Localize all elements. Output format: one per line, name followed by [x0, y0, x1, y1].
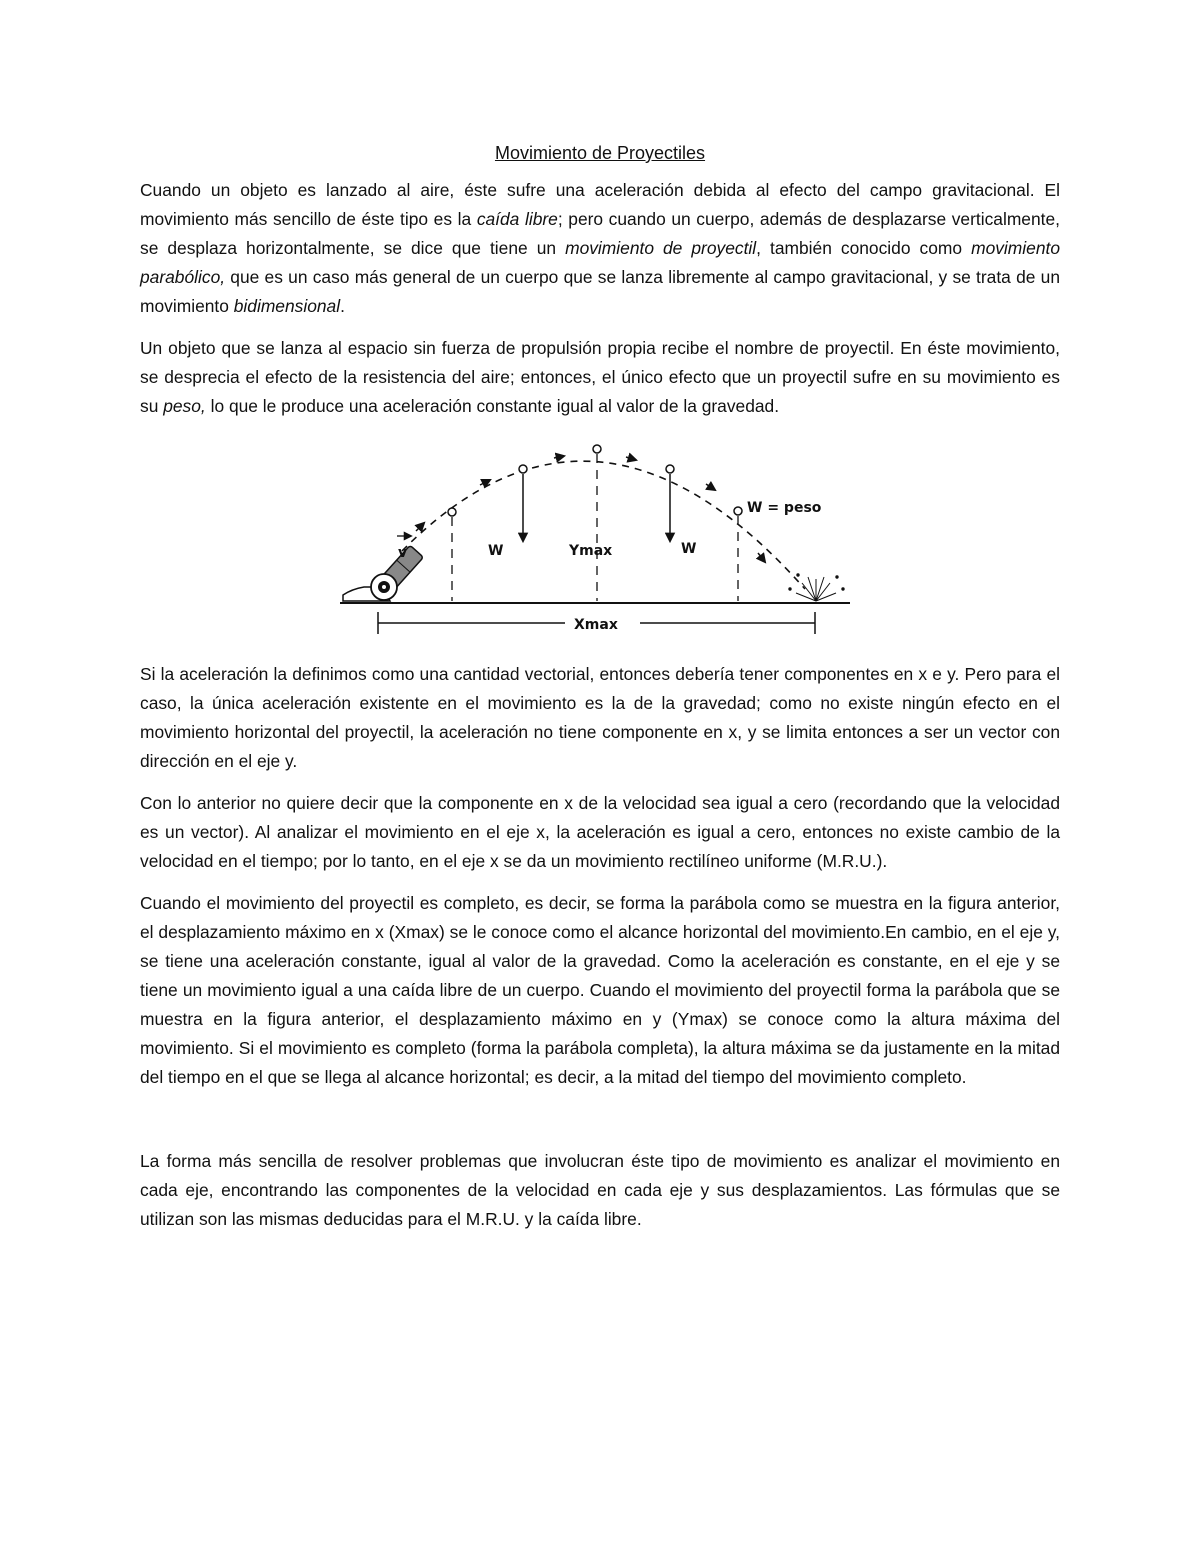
text-span: .	[340, 296, 345, 316]
trajectory-arrow-icon	[706, 484, 715, 490]
projectile-dot	[519, 465, 527, 473]
trajectory-arrow-icon	[626, 457, 636, 460]
page-title: Movimiento de Proyectiles	[494, 143, 706, 163]
text-span: ; pero cuando un cuerpo, además de desplazarse verticalmente, se desplaza horizontalmente, se dice que tiene un	[140, 209, 1060, 258]
projectile-diagram-svg	[140, 429, 1060, 654]
trajectory-arrow-icon	[416, 523, 424, 531]
trajectory-arrow-icon	[758, 553, 765, 562]
paragraph-resolver-problemas: La forma más sencilla de resolver problemas que involucran éste tipo de movimiento es analizar el movimiento en cada eje, encontrando las componentes de la velocidad en cada eje y sus desplazamientos. Las fórmulas que se utilizan son las mismas deducidas para el M.R.U. y la caída libre.	[140, 1151, 1060, 1229]
xmax-label: Xmax	[574, 617, 618, 633]
impact-burst-icon	[789, 574, 844, 601]
emphasis-peso: peso,	[163, 396, 206, 416]
velocity-label: v	[398, 545, 408, 561]
ymax-label: Ymax	[569, 543, 613, 559]
weight-label-right: W	[681, 541, 697, 557]
weight-label-left: W	[488, 543, 504, 559]
trajectory-arrow-icon	[554, 456, 564, 458]
emphasis-movimiento-parabolico: movimiento parabólico,	[140, 238, 1060, 287]
text-span: que es un caso más general de un cuerpo que se lanza libremente al campo gravitacional, y se trata de un movimiento	[140, 267, 1060, 316]
paragraph-aceleracion-vectorial: Si la aceleración la definimos como una cantidad vectorial, entonces debería tener componentes en x e y. Pero para el caso, la única aceleración existente en el movimiento es la de la gravedad; como no existe ningún efecto en el movimiento horizontal del proyectil, la aceleración no tiene componente en x, y se limita entonces a ser un vector con dirección en el eje y.	[140, 664, 1060, 771]
paragraph-componente-velocidad: Con lo anterior no quiere decir que la componente en x de la velocidad sea igual a cero (recordando que la velocidad es un vector). Al analizar el movimiento en el eje x, la aceleración es igual a cero, entonces no existe cambio de la velocidad en el tiempo; por lo tanto, en el eje x se da un movimiento rectilíneo uniforme (M.R.U.).	[140, 793, 1060, 871]
text-span: Un objeto que se lanza al espacio sin fuerza de propulsión propia recibe el nombre de proyectil. En éste movimiento, se desprecia el efecto de la resistencia del aire; entonces, el único efecto que un proyectil sufre en su movimiento es su	[140, 338, 1060, 416]
emphasis-caida-libre: caída libre	[476, 209, 558, 229]
projectile-dot	[734, 507, 742, 515]
projectile-diagram	[140, 429, 1060, 654]
weight-legend: W = peso	[747, 500, 822, 516]
text-span: Cuando un objeto es lanzado al aire, éste sufre una aceleración debida al efecto del campo gravitacional. El movimiento más sencillo de éste tipo es la	[140, 180, 1060, 229]
text-span: lo que le produce una aceleración constante igual al valor de la gravedad.	[205, 396, 780, 416]
paragraph-alcance-altura: Cuando el movimiento del proyectil es completo, es decir, se forma la parábola como se muestra en la figura anterior, el desplazamiento máximo en x (Xmax) se le conoce como el alcance horizontal del movimiento.En cambio, en el eje y, se tiene una aceleración constante, igual al valor de la gravedad. Como la aceleración es constante, en el eje y se tiene un movimiento igual a una caída libre de un cuerpo. Cuando el movimiento del proyectil forma la parábola que se muestra en la figura anterior, el desplazamiento máximo en y (Ymax) se conoce como la altura máxima del movimiento. Si el movimiento es completo (forma la parábola completa), la altura máxima se da justamente en la mitad del tiempo en el que se llega al alcance horizontal; es decir, a la mitad del tiempo del movimiento completo.	[140, 893, 1060, 1087]
projectile-dot	[448, 508, 456, 516]
text-span: , también conocido como	[756, 238, 972, 258]
cannon-icon	[343, 545, 423, 601]
projectile-dot	[666, 465, 674, 473]
document-page	[140, 140, 1060, 1234]
paragraph-proyectil	[140, 334, 1060, 421]
trajectory-arrow-icon	[480, 480, 490, 485]
paragraph-intro	[140, 176, 1060, 321]
emphasis-movimiento-proyectil: movimiento de proyectil	[565, 238, 757, 258]
trajectory-path	[402, 461, 805, 589]
projectile-dot	[593, 445, 601, 453]
emphasis-bidimensional: bidimensional	[233, 296, 341, 316]
